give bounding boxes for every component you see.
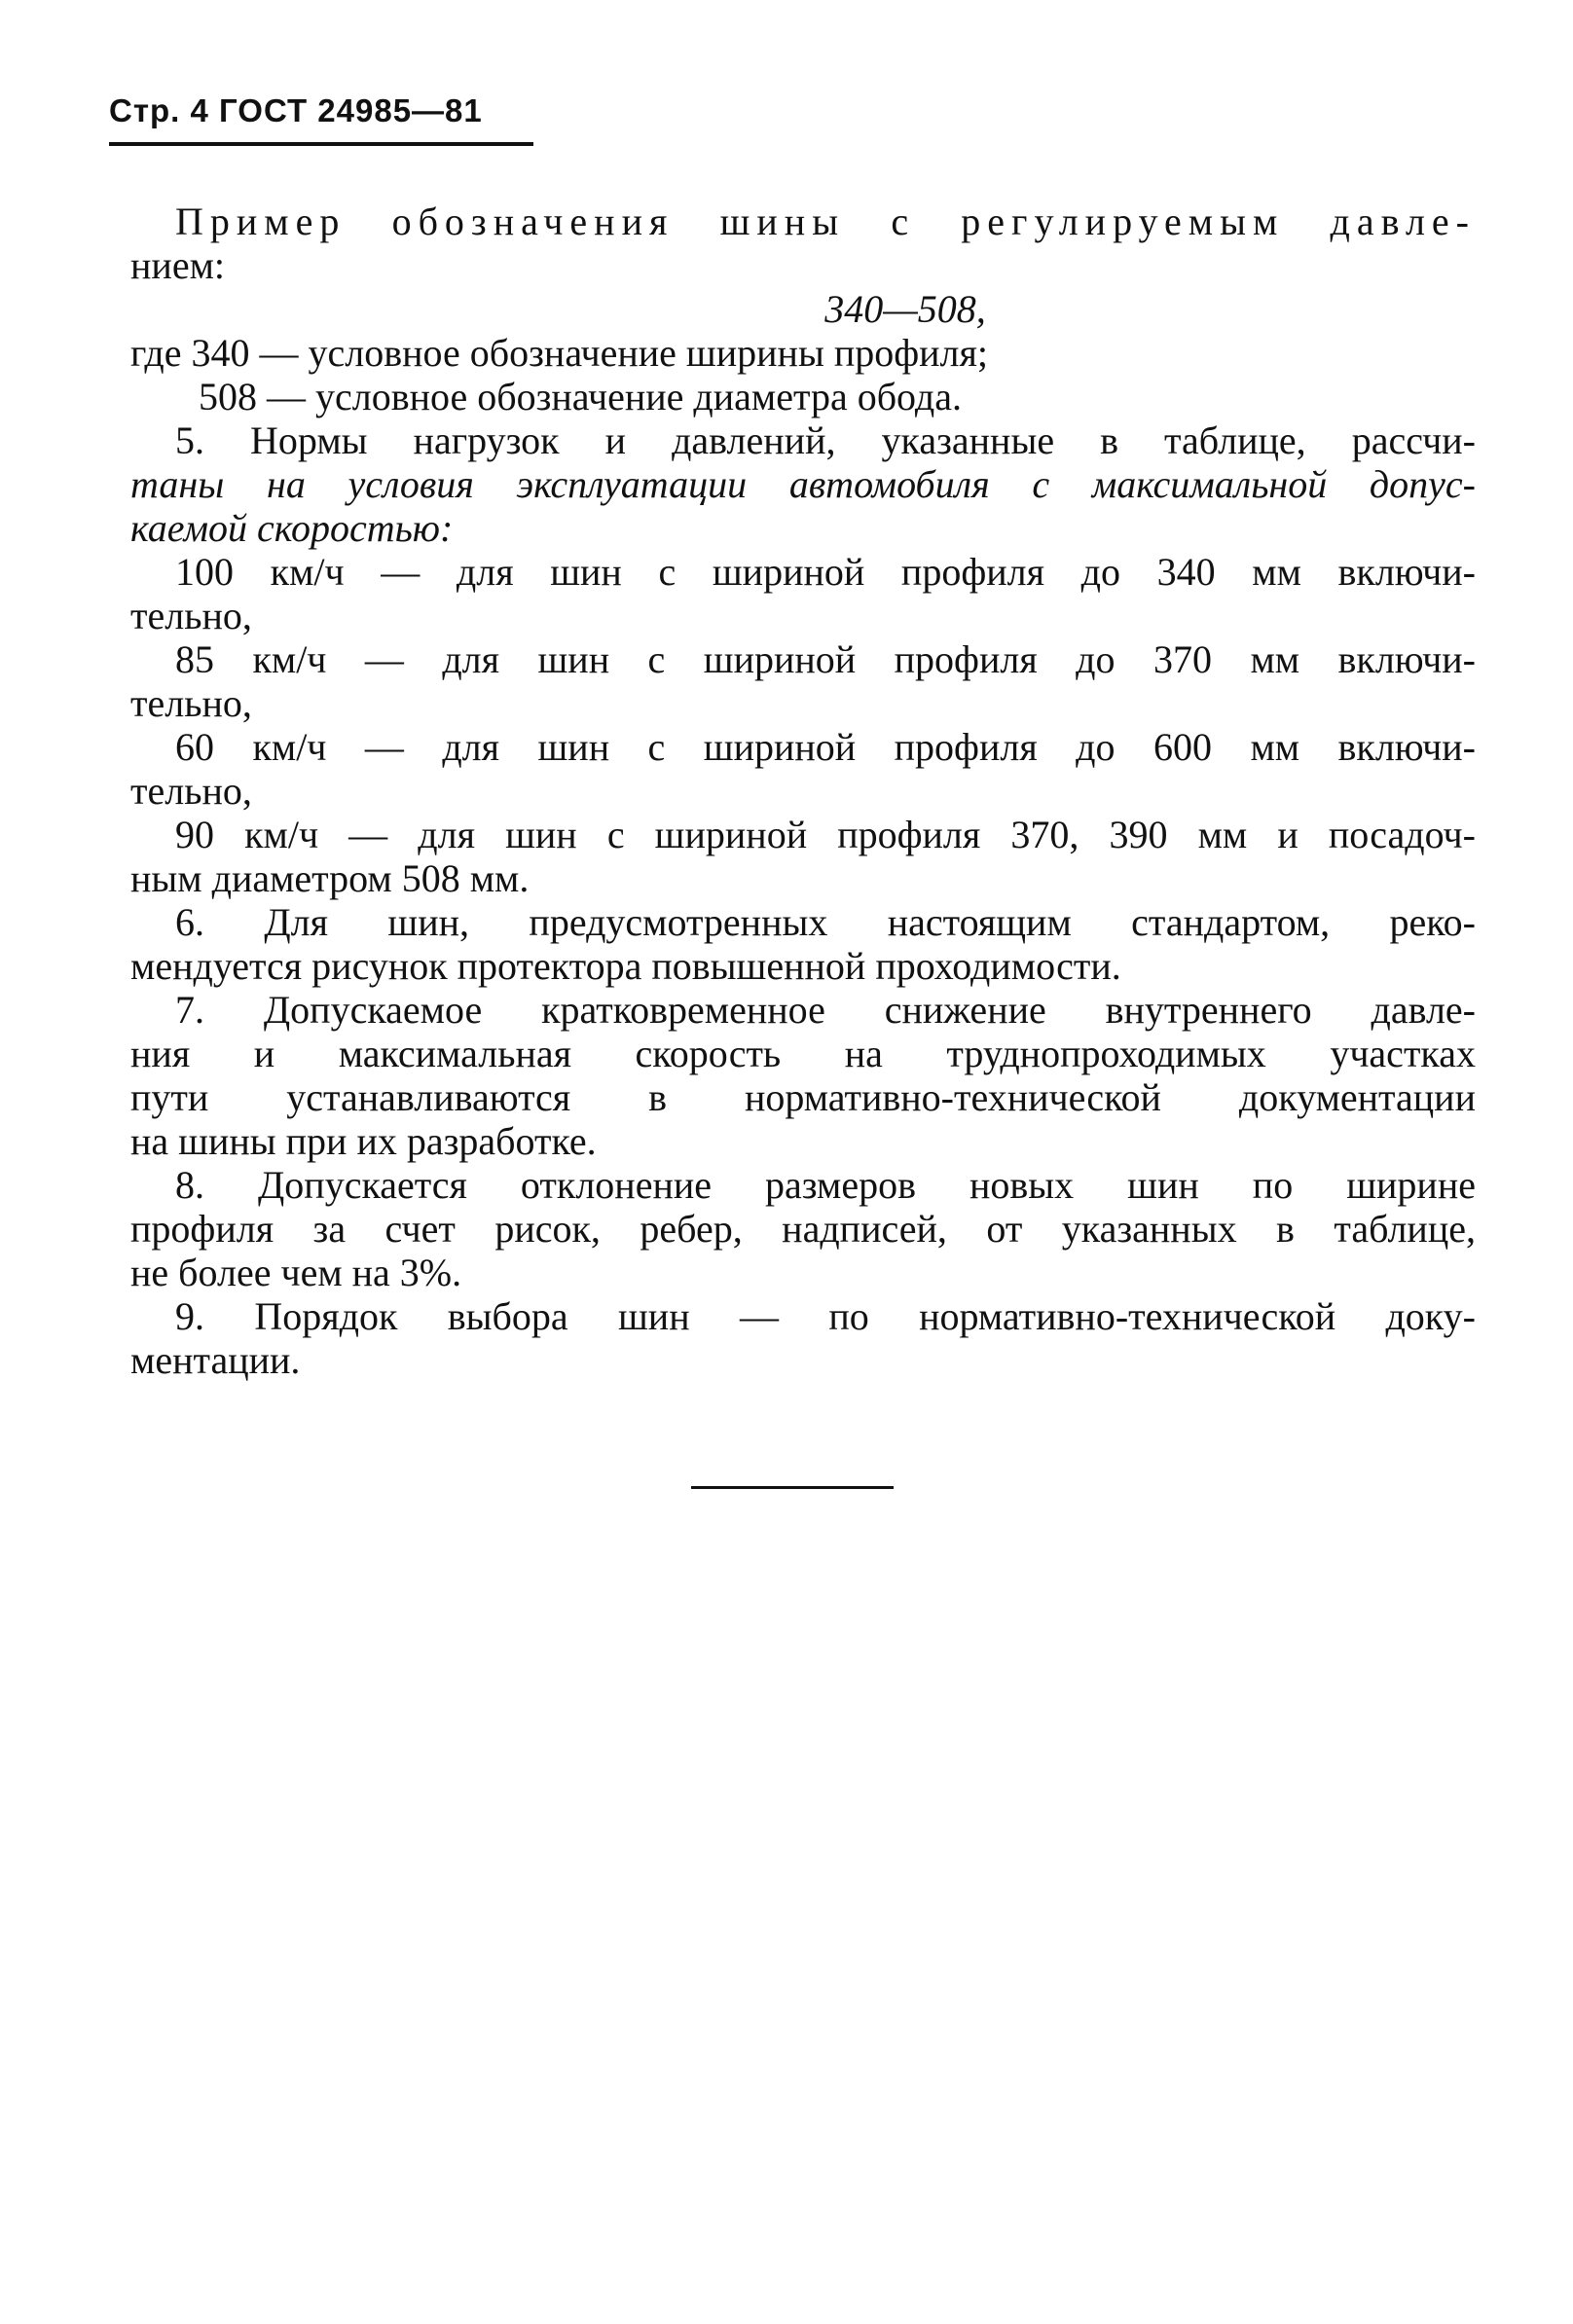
clause-6-line-1: 6. Для шин, предусмотренных настоящим стандартом, реко-	[175, 900, 1476, 944]
example-designation-line-1: Пример обозначения шины с регулируемым давле-	[175, 200, 1476, 243]
clause-6-line-2: мендуется рисунок протектора повышенной проходимости.	[130, 944, 1121, 988]
clause-9-line-2: ментации.	[130, 1338, 301, 1382]
clause-7-line-2: ния и максимальная скорость на труднопроходимых участках	[130, 1032, 1476, 1075]
clause-5-line-2: таны на условия эксплуатации автомобиля с максимальной допус-	[130, 462, 1476, 506]
clause-5-line-3: каемой скоростью:	[130, 506, 454, 550]
clause-5-line-1: 5. Нормы нагрузок и давлений, указанные в таблице, рассчи-	[175, 418, 1476, 462]
clause-8-line-3: не более чем на 3%.	[130, 1251, 462, 1294]
clause-8-line-1: 8. Допускается отклонение размеров новых шин по ширине	[175, 1163, 1476, 1207]
formula-explanation-diameter: 508 — условное обозначение диаметра обода.	[199, 375, 963, 418]
speed-100-line-1: 100 км/ч — для шин с шириной профиля до 340 мм включи-	[175, 550, 1476, 594]
speed-90-line-2: ным диаметром 508 мм.	[130, 856, 530, 900]
document-body	[130, 200, 1476, 1382]
clause-8-line-2: профиля за счет рисок, ребер, надписей, от указанных в таблице,	[130, 1207, 1476, 1251]
example-designation-line-2: нием:	[130, 243, 225, 287]
clause-9-line-1: 9. Порядок выбора шин — по нормативно-технической доку-	[175, 1294, 1476, 1338]
clause-7-line-3: пути устанавливаются в нормативно-технической документации	[130, 1075, 1476, 1119]
end-rule	[691, 1486, 894, 1489]
clause-7-line-1: 7. Допускаемое кратковременное снижение внутреннего давле-	[175, 988, 1476, 1032]
clause-7-line-4: на шины при их разработке.	[130, 1119, 597, 1163]
page-header: Стр. 4 ГОСТ 24985—81	[109, 92, 483, 128]
speed-100-line-2: тельно,	[130, 594, 252, 637]
speed-85-line-2: тельно,	[130, 681, 252, 725]
header-rule	[109, 142, 533, 146]
speed-60-line-2: тельно,	[130, 769, 252, 813]
designation-formula: 340—508,	[824, 287, 986, 331]
speed-90-line-1: 90 км/ч — для шин с шириной профиля 370, 390 мм и посадоч-	[175, 813, 1476, 856]
formula-explanation-width: где 340 — условное обозначение ширины профиля;	[130, 331, 989, 375]
speed-85-line-1: 85 км/ч — для шин с шириной профиля до 370 мм включи-	[175, 637, 1476, 681]
speed-60-line-1: 60 км/ч — для шин с шириной профиля до 600 мм включи-	[175, 725, 1476, 769]
